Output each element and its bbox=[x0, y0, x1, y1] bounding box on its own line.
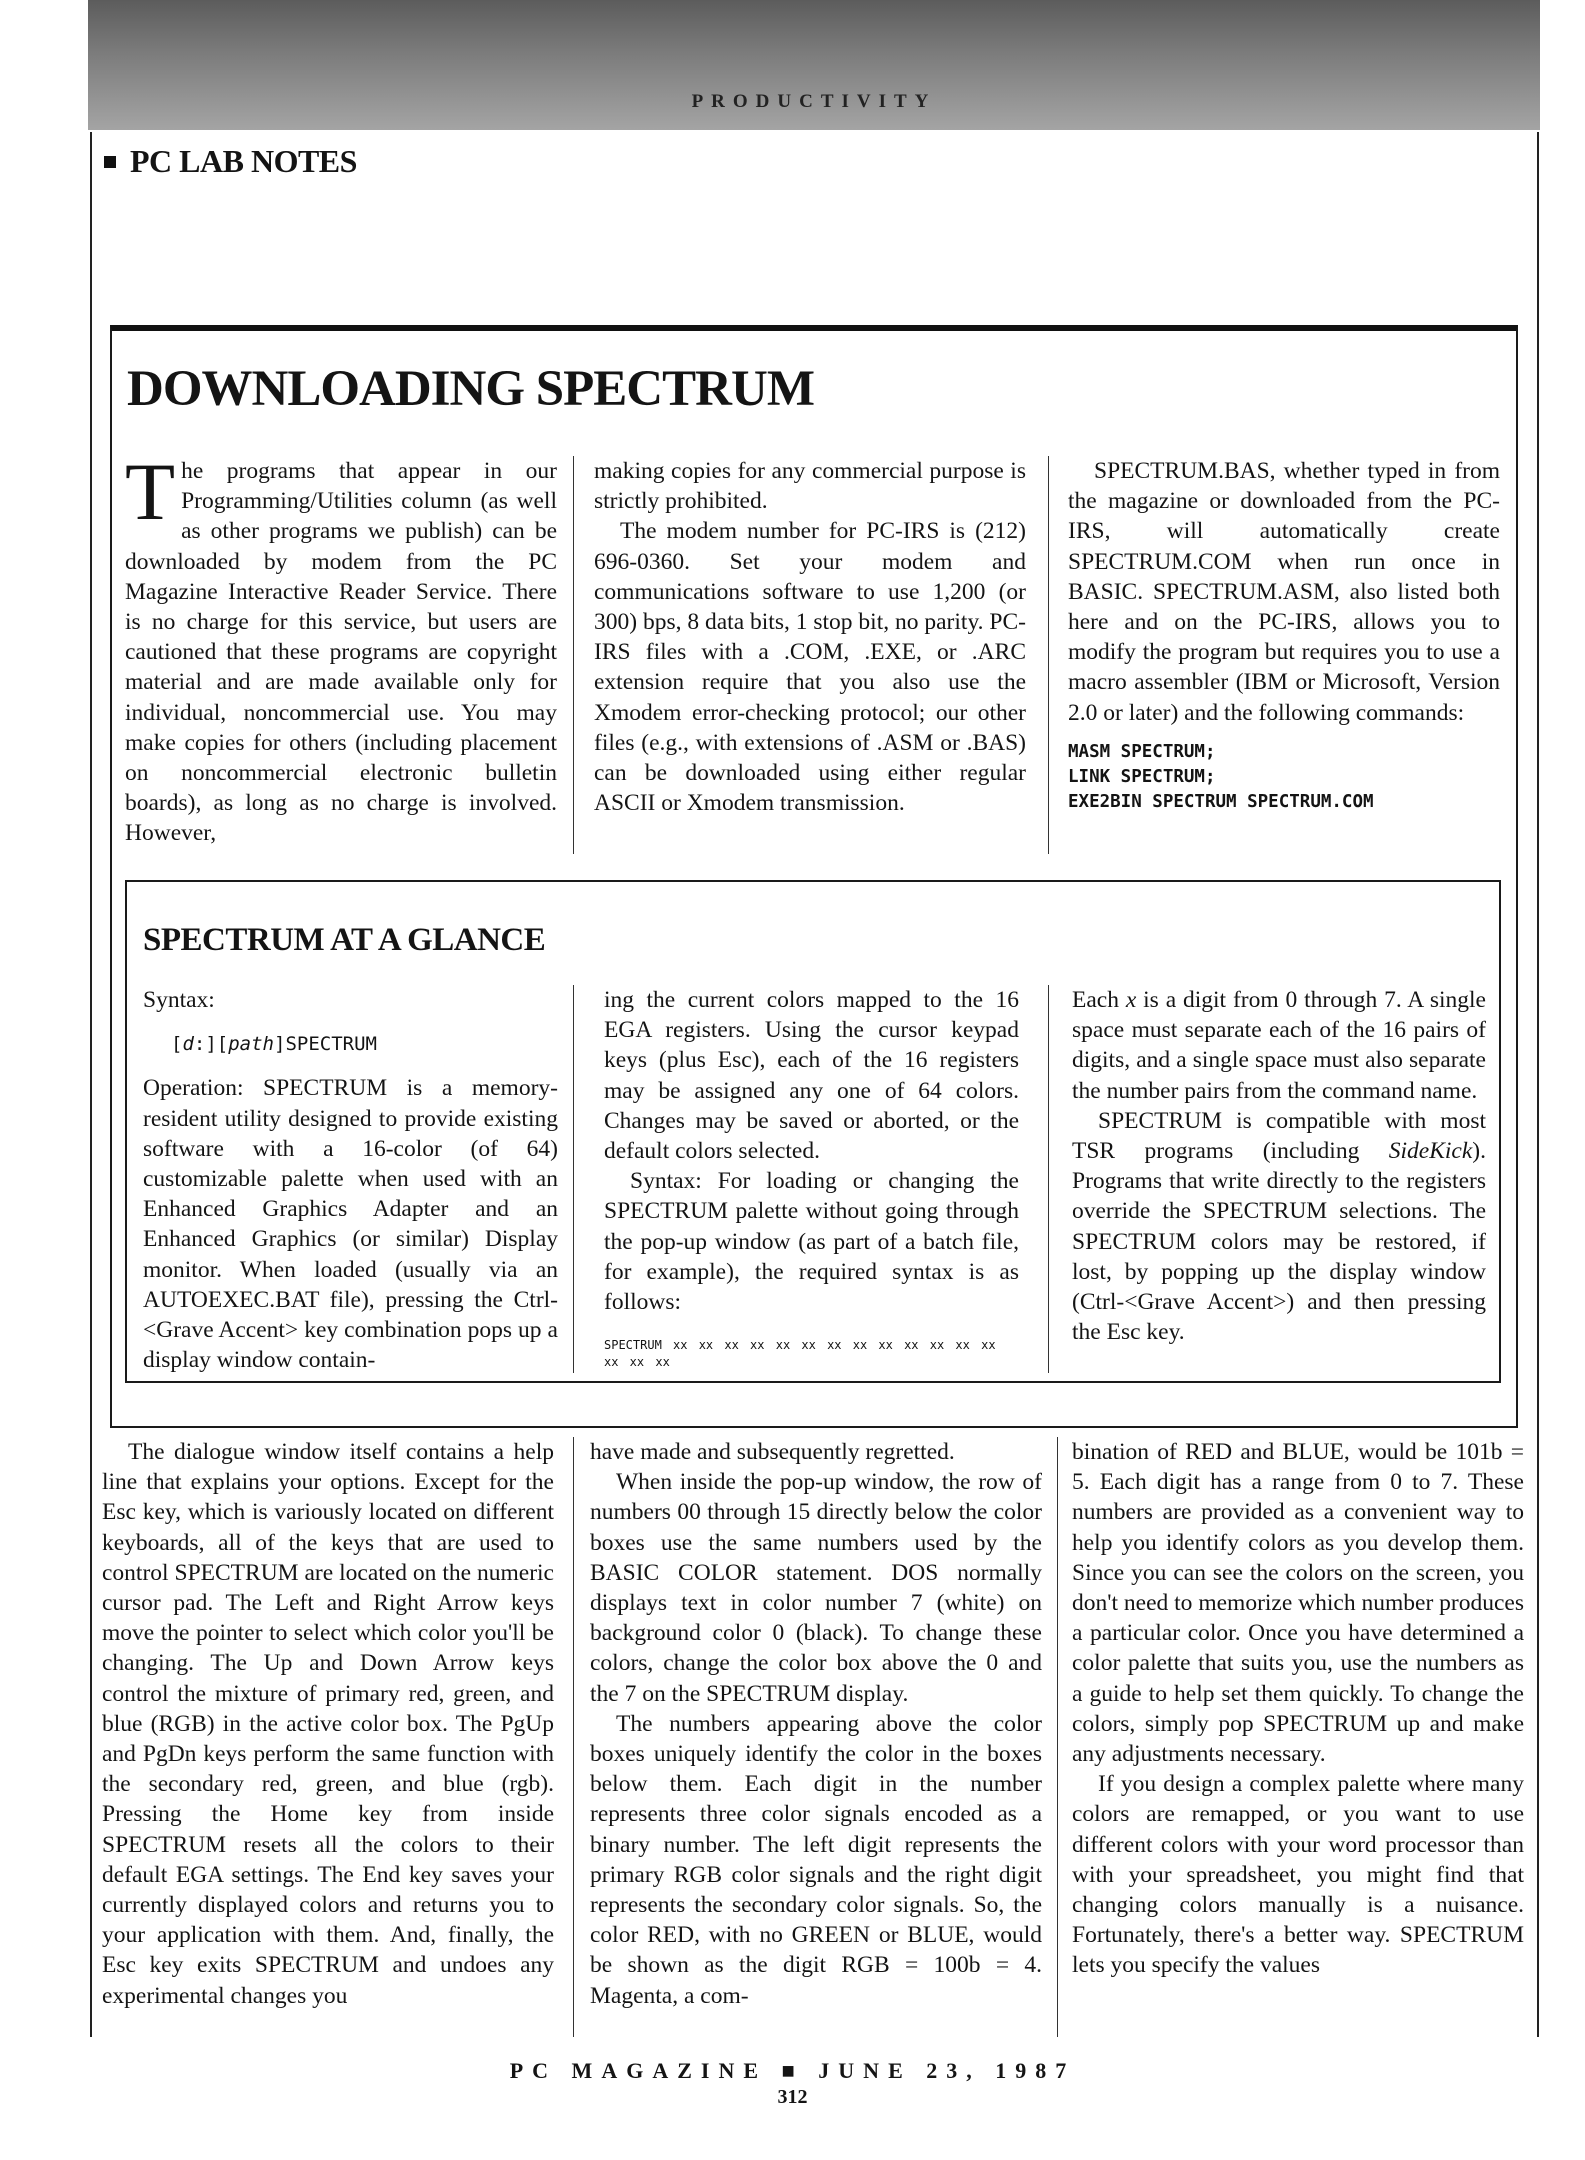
syntax-label: Syntax: bbox=[143, 987, 215, 1013]
glance-code: SPECTRUM xx xx xx xx xx xx xx xx xx xx xx xx xx xx xx xx bbox=[604, 1338, 996, 1370]
page-rule-left bbox=[90, 132, 92, 2037]
sidebar-col1-text: he programs that appear in our Programming/Utilities column (as well as other programs we publish) can be downloaded by modem from the PC Magazine Interactive Reader Service. There is no charge for this service, but users are cautioned that these programs are copyright material and are made available only for individual, noncommercial use. You may make copies for others (including placement on noncommercial electronic bulletin boards), as long as no charge is involved. However, bbox=[125, 458, 557, 847]
glance-title: SPECTRUM AT A GLANCE bbox=[143, 922, 546, 958]
body-column-2 bbox=[590, 1437, 1042, 2011]
dropcap: T bbox=[125, 446, 176, 537]
sidebar-col2-paragraph: The modem number for PC-IRS is (212) 696-0360. Set your modem and communications software to use 1,200 (or 300) bps, 8 data bits, 1 stop bit, no parity. PC-IRS files with a .COM, .EXE, or .ARC extension require that you also use the Xmodem error-checking protocol; our other files (e.g., with extensions of .ASM or .BAS) can be downloaded using either regular ASCII or Xmodem transmission. bbox=[594, 518, 1026, 817]
glance-text: SPECTRUM is compatible with most TSR programs (including bbox=[1072, 1107, 1486, 1165]
sidebar-column-1 bbox=[125, 446, 557, 849]
syntax-path: path bbox=[228, 1033, 274, 1056]
column-head-label: PC LAB NOTES bbox=[130, 143, 357, 179]
body-column-3 bbox=[1072, 1437, 1524, 1981]
syntax-line: [d:][path]SPECTRUM bbox=[171, 1033, 377, 1056]
syntax-drive: d bbox=[182, 1033, 194, 1056]
glance-col1-paragraph: Operation: SPECTRUM is a memory-resident utility designed to provide existing software with a 16-color (of 64) customizable palette when used with an Enhanced Graphics Adapter and an Enhanced Graphics (or similar) Display monitor. When loaded (usually via an AUTOEXEC.BAT file), pressing the Ctrl-<Grave Accent> key combination pops up a display window contain- bbox=[143, 1075, 558, 1374]
glance-italic-x: x bbox=[1125, 987, 1137, 1013]
column-head bbox=[104, 143, 357, 180]
sidebar-column-3 bbox=[1068, 456, 1500, 815]
section-label: PRODUCTIVITY bbox=[691, 91, 937, 112]
page-number: 312 bbox=[777, 2086, 808, 2108]
asm-commands: MASM SPECTRUM; LINK SPECTRUM; EXE2BIN SPECTRUM SPECTRUM.COM bbox=[1068, 741, 1374, 812]
sidebar-col1-paragraph bbox=[125, 446, 557, 849]
column-rule bbox=[1048, 985, 1049, 1373]
glance-col2-paragraph: Syntax: For loading or changing the SPECTRUM palette without going through the pop-up window (as part of a batch file, for example), the required syntax is as follows: bbox=[604, 1168, 1019, 1316]
body-col2-paragraph: When inside the pop-up window, the row of numbers 00 through 15 directly below the color boxes use the same numbers used by the BASIC COLOR statement. DOS normally displays text in color number 7 (white) on background color 0 (black). To change these colors, change the color box above the 0 and the 7 on the SPECTRUM display. bbox=[590, 1469, 1042, 1707]
glance-text: Each bbox=[1072, 987, 1126, 1013]
glance-col3-paragraph bbox=[1072, 1106, 1486, 1348]
sidebar-col3-paragraph: SPECTRUM.BAS, whether typed in from the magazine or downloaded from the PC-IRS, will automatically create SPECTRUM.COM when run once in BASIC. SPECTRUM.ASM, also listed both here and on the PC-IRS, allows you to modify the program but requires you to use a macro assembler (IBM or Microsoft, Version 2.0 or later) and the following commands: bbox=[1068, 458, 1500, 726]
glance-text: ). Programs that write directly to the registers override the SPECTRUM selections. The SPECTRUM colors may be restored, if lost, by popping up the display window (Ctrl-<Grave Accent>) and then pressing the Esc key. bbox=[1072, 1138, 1486, 1346]
column-rule bbox=[573, 985, 574, 1373]
glance-col2-paragraph: ing the current colors mapped to the 16 EGA registers. Using the cursor keypad keys (plus Esc), each of the 16 registers may be assigned any one of 64 colors. Changes may be saved or aborted, or the default colors selected. bbox=[604, 987, 1019, 1165]
body-col1-paragraph: The dialogue window itself contains a help line that explains your options. Except for the Esc key, which is variously located on different keyboards, all of the keys that are used to control SPECTRUM are located on the numeric cursor pad. The Left and Right Arrow keys move the pointer to select which color you'll be changing. The Up and Down Arrow keys control the mixture of primary red, green, and blue (RGB) in the active color box. The PgUp and PgDn keys perform the same function with the secondary red, green, and blue (rgb). Pressing the Home key from inside SPECTRUM resets all the colors to their default EGA settings. The End key saves your currently displayed colors and returns you to your application with them. And, finally, the Esc key exits SPECTRUM and undoes any experimental changes you bbox=[102, 1439, 554, 2009]
glance-column-1 bbox=[143, 985, 558, 1375]
sidebar-col2-paragraph: making copies for any commercial purpose is strictly prohibited. bbox=[594, 458, 1026, 515]
sidebar-title: DOWNLOADING SPECTRUM bbox=[127, 361, 814, 417]
glance-col3-paragraph bbox=[1072, 985, 1486, 1106]
body-col3-paragraph: bination of RED and BLUE, would be 101b = 5. Each digit has a range from 0 to 7. These numbers are provided as a convenient way to help you identify colors as you develop them. Since you can see the colors on the screen, you don't need to memorize which number produces a particular color. Once you have determined a color palette that suits you, use the numbers as a guide to help set them quickly. To change the colors, simply pop SPECTRUM up and make any adjustments necessary. bbox=[1072, 1439, 1524, 1768]
column-rule bbox=[1057, 1437, 1058, 2037]
footer-magazine: PC MAGAZINE ■ JUNE 23, 1987 bbox=[509, 2058, 1076, 2083]
column-rule bbox=[573, 1437, 574, 2037]
glance-column-2 bbox=[604, 985, 1019, 1371]
bullet-square-icon bbox=[104, 156, 116, 168]
page-rule-right bbox=[1537, 132, 1539, 2037]
glance-text: is a digit from 0 through 7. A single space must separate each of the 16 pairs of digits, and a single space must also separate the number pairs from the command name. bbox=[1072, 987, 1486, 1104]
column-rule bbox=[1048, 456, 1049, 854]
body-col2-paragraph: have made and subsequently regretted. bbox=[590, 1439, 955, 1465]
body-column-1 bbox=[102, 1437, 554, 2011]
column-rule bbox=[573, 456, 574, 854]
body-col3-paragraph: If you design a complex palette where many colors are remapped, or you want to use different colors with your word processor than with your spreadsheet, you might find that changing colors manually is a nuisance. Fortunately, there's a better way. SPECTRUM lets you specify the values bbox=[1072, 1771, 1524, 1979]
glance-italic-sidekick: SideKick bbox=[1388, 1138, 1473, 1165]
glance-column-3 bbox=[1072, 985, 1486, 1347]
sidebar-column-2 bbox=[594, 456, 1026, 818]
body-col2-paragraph: The numbers appearing above the color boxes uniquely identify the color in the boxes below them. Each digit in the number represents three color signals encoded as a binary number. The left digit represents the primary RGB color signals and the right digit represents the secondary color signals. So, the color RED, with no GREEN or BLUE, would be shown as the digit RGB = 100b = 4. Magenta, a com- bbox=[590, 1710, 1042, 2009]
syntax-program: SPECTRUM bbox=[285, 1033, 377, 1056]
